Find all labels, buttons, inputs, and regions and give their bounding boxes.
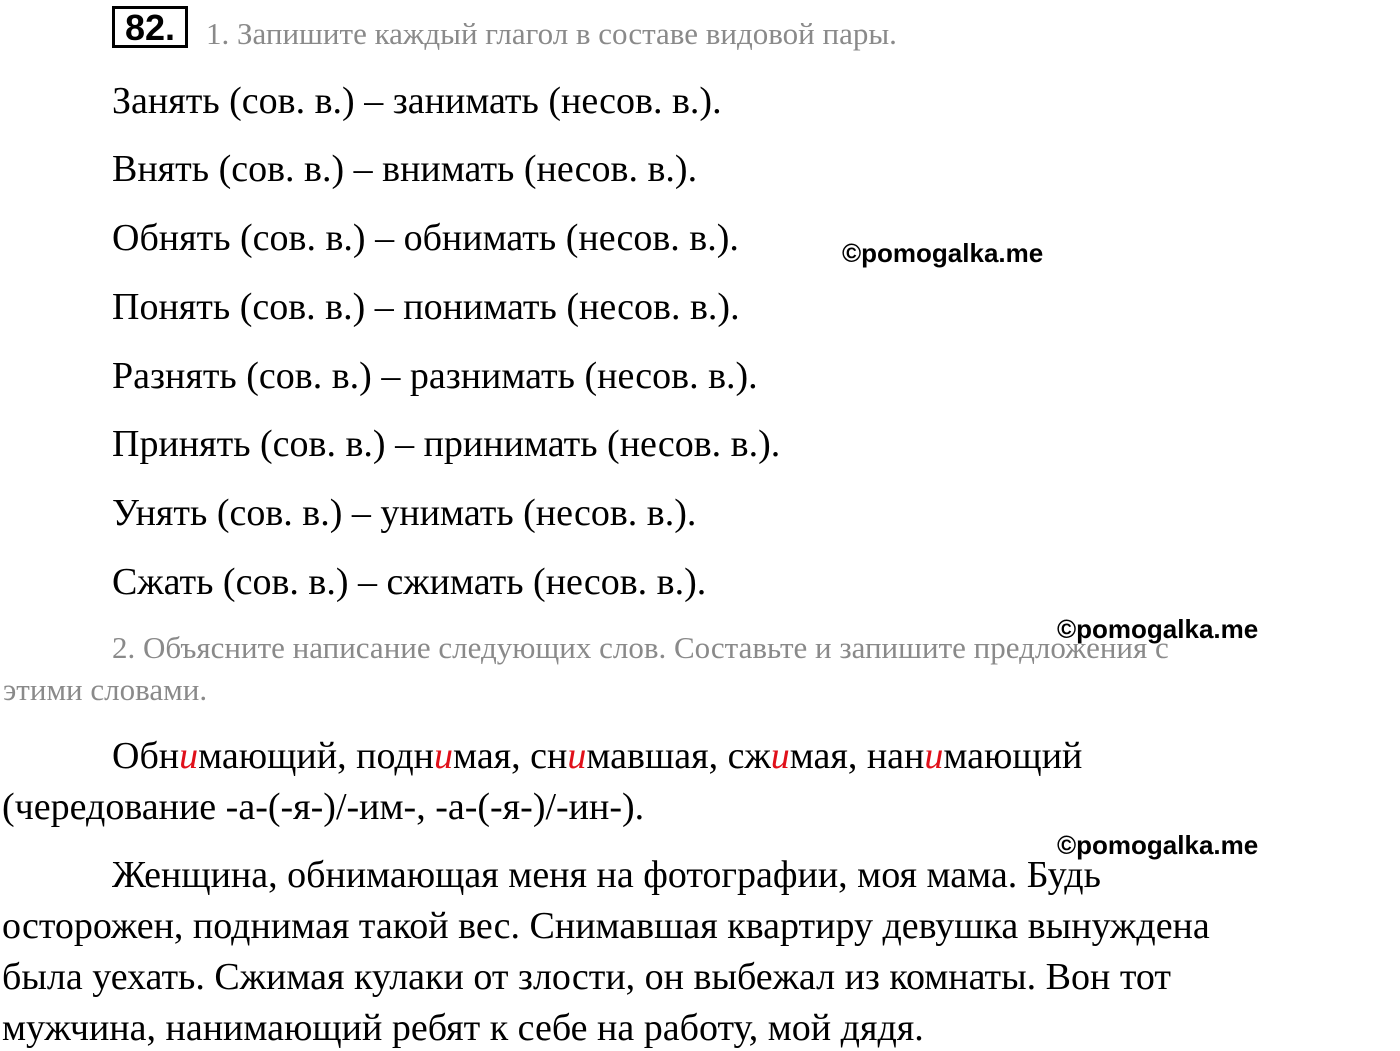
- verb-pair-4: Понять (сов. в.) – понимать (несов. в.).: [112, 286, 740, 328]
- watermark: ©pomogalka.me: [1057, 614, 1259, 644]
- verb-pair-7: Унять (сов. в.) – унимать (несов. в.).: [112, 492, 697, 534]
- watermark: ©pomogalka.me: [1057, 830, 1259, 860]
- highlighted-letter: и: [179, 735, 199, 777]
- word-part: сж: [727, 735, 771, 777]
- verb-pair-8: Сжать (сов. в.) – сжимать (несов. в.).: [112, 561, 707, 603]
- highlighted-words-line: [112, 733, 1082, 779]
- exercise-number: 82.: [112, 6, 188, 48]
- example-sentences-line-2: осторожен, поднимая такой вес. Снимавшая квартиру девушка вынуждена: [2, 905, 1210, 947]
- word-part: мая,: [453, 735, 531, 777]
- example-sentences-line-3: была уехать. Сжимая кулаки от злости, он выбежал из комнаты. Вон тот: [2, 956, 1172, 998]
- task-1-text: 1. Запишите каждый глагол в составе видовой пары.: [206, 16, 897, 51]
- example-sentences-line-4: мужчина, нанимающий ребят к себе на работу, мой дядя.: [2, 1007, 924, 1049]
- word-part: подн: [356, 735, 435, 777]
- task-2-text-continued: этими словами.: [3, 672, 208, 707]
- word-part: мая,: [789, 735, 867, 777]
- verb-pair-3: Обнять (сов. в.) – обнимать (несов. в.).: [112, 217, 739, 259]
- alternation-note: (чередование -а-(-я-)/-им-, -а-(-я-)/-ин-).: [2, 786, 645, 828]
- verb-pair-1: Занять (сов. в.) – занимать (несов. в.).: [112, 80, 722, 122]
- task-2-text: 2. Объясните написание следующих слов. Составьте и запишите предложения с: [112, 630, 1169, 665]
- example-sentences-line-1: Женщина, обнимающая меня на фотографии, моя мама. Будь: [112, 854, 1101, 896]
- highlighted-letter: и: [567, 735, 587, 777]
- watermark: ©pomogalka.me: [842, 238, 1044, 268]
- highlighted-letter: и: [924, 735, 944, 777]
- word-part: нан: [866, 735, 925, 777]
- word-part: сн: [530, 735, 568, 777]
- highlighted-letter: и: [770, 735, 790, 777]
- word-part: мающий: [943, 735, 1083, 777]
- highlighted-letter: и: [434, 735, 454, 777]
- verb-pair-2: Внять (сов. в.) – внимать (несов. в.).: [112, 148, 698, 190]
- verb-pair-6: Принять (сов. в.) – принимать (несов. в.).: [112, 423, 781, 465]
- word-part: мающий,: [198, 735, 357, 777]
- verb-pair-5: Разнять (сов. в.) – разнимать (несов. в.).: [112, 355, 758, 397]
- word-part: Обн: [112, 735, 180, 777]
- word-part: мавшая,: [586, 735, 728, 777]
